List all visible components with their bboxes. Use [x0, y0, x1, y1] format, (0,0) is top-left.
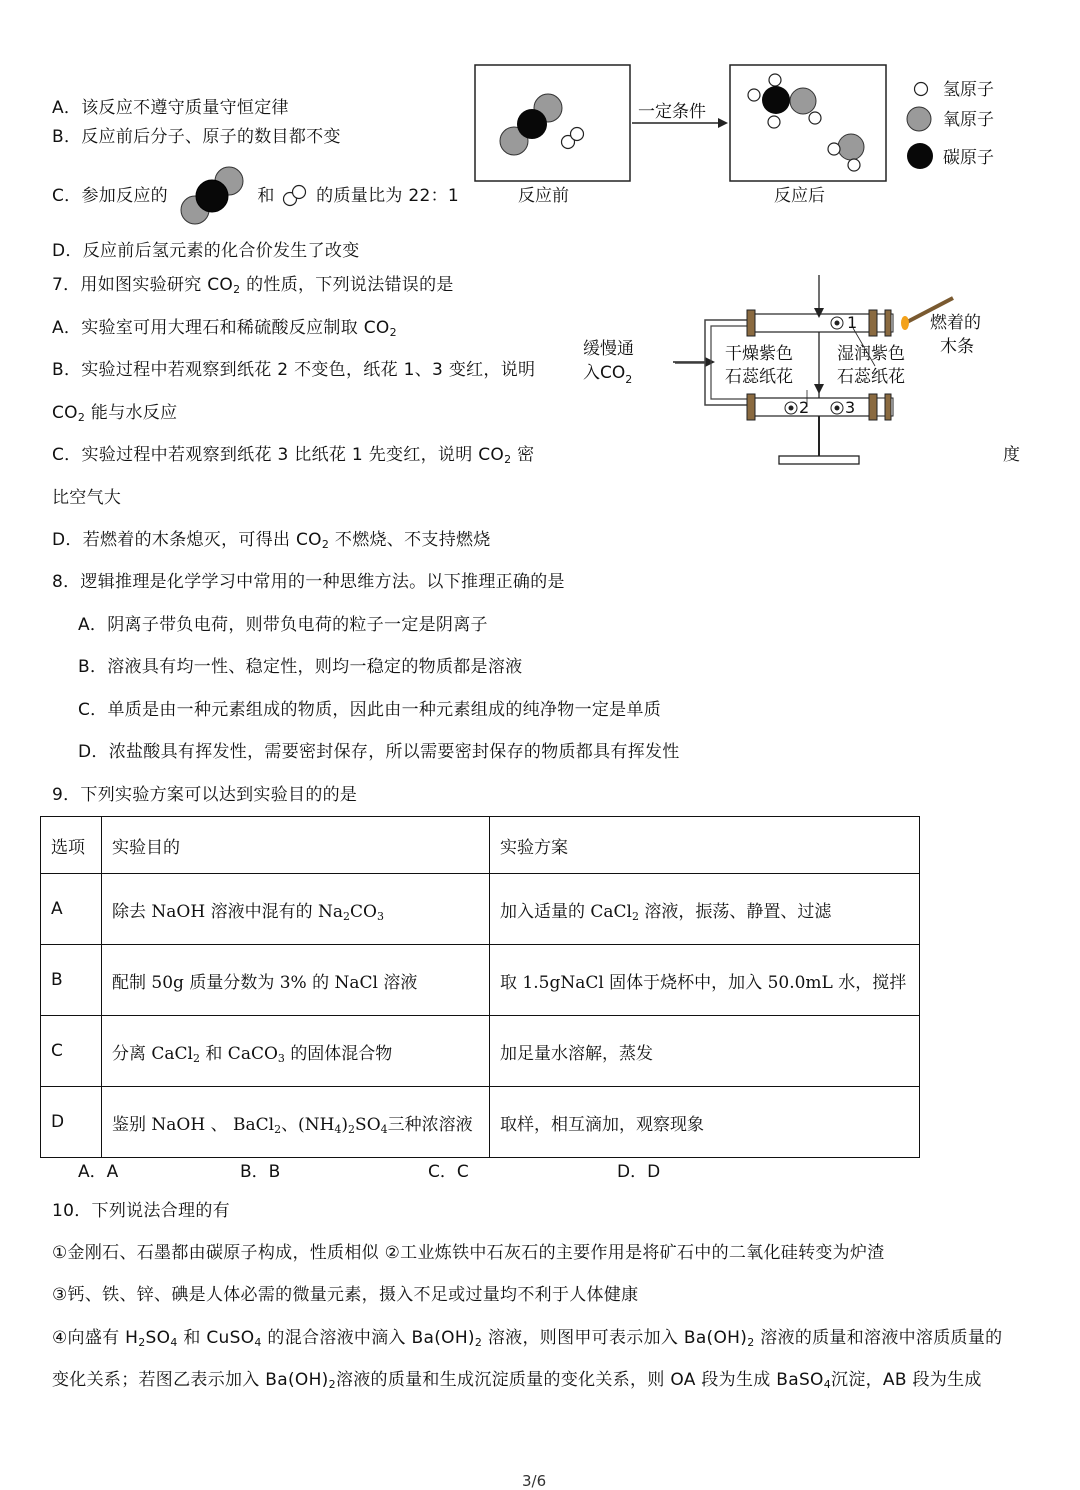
- q10-statement-1-2: ①金刚石、石墨都由碳原子构成，性质相似 ②工业炼铁中石灰石的主要作用是将矿石中的二氧化硅转变为炉渣: [52, 1243, 885, 1263]
- q6-option-b: B．反应前后分子、原子的数目都不变: [52, 127, 341, 147]
- burning-stick-label-2: 木条: [940, 337, 974, 357]
- row-option: D: [41, 1087, 102, 1158]
- q8-option-c: C．单质是由一种元素组成的物质，因此由一种元素组成的纯净物一定是单质: [78, 700, 662, 720]
- header-option: 选项: [41, 817, 102, 874]
- reaction-condition: 一定条件: [638, 102, 706, 122]
- hydrogen-atom-icon: [915, 83, 928, 96]
- q9-stem: 9．下列实验方案可以达到实验目的的是: [52, 785, 358, 805]
- q6-option-c: [52, 184, 459, 208]
- after-label: 反应后: [774, 186, 825, 206]
- legend-hydrogen: 氢原子: [943, 80, 994, 100]
- burning-stick-label-1: 燃着的: [930, 313, 981, 333]
- row-option: B: [41, 945, 102, 1016]
- q9-answer-a: A．A: [78, 1162, 119, 1182]
- dry-flower-label-1: 干燥紫色: [725, 344, 793, 364]
- row-option: A: [41, 874, 102, 945]
- row-plan: 加足量水溶解，蒸发: [490, 1016, 920, 1087]
- oxygen-atom-icon: [907, 107, 931, 131]
- q9-answer-b: B．B: [240, 1162, 281, 1182]
- row-purpose: 分离 CaCl$_2$ 和 CaCO$_3$ 的固体混合物: [102, 1016, 490, 1087]
- page-number: 3/6: [522, 1472, 547, 1490]
- q7-option-b-line2: $CO_2$ 能与水反应: [52, 403, 178, 424]
- row-plan: 加入适量的 CaCl$_2$ 溶液，振荡、静置、过滤: [490, 874, 920, 945]
- flower-1-number: 1: [847, 313, 858, 332]
- q10-statement-3: ③钙、铁、锌、碘是人体必需的微量元素，摄入不足或过量均不利于人体健康: [52, 1285, 639, 1305]
- q6-option-c-prefix: C．参加反应的: [52, 186, 168, 206]
- q7-option-a: A．实验室可用大理石和稀硫酸反应制取 $CO_2$: [52, 318, 397, 339]
- header-plan: 实验方案: [490, 817, 920, 874]
- table-row: [41, 1087, 920, 1158]
- carbon-atom-icon: [907, 143, 933, 169]
- row-option: C: [41, 1016, 102, 1087]
- before-co2-molecule: [500, 94, 562, 155]
- flower-3-number: 3: [845, 398, 856, 417]
- q10-statement-4-line2: 变化关系；若图乙表示加入 $Ba(OH)_2$溶液的质量和生成沉淀质量的变化关系，则 OA 段为生成 BaSO$_4$沉淀，AB 段为生成: [52, 1370, 982, 1391]
- q6-option-a: A．该反应不遵守质量守恒定律: [52, 98, 289, 118]
- table-header-row: [41, 817, 920, 874]
- q7-option-c-tail: 度: [1003, 445, 1021, 465]
- row-purpose: 鉴别 NaOH 、 BaCl$_2$、$(NH_4)_2SO_4$三种浓溶液: [102, 1087, 490, 1158]
- q8-stem: 8．逻辑推理是化学学习中常用的一种思维方法。以下推理正确的是: [52, 572, 565, 592]
- q8-option-a: A．阴离子带负电荷，则带负电荷的粒子一定是阴离子: [78, 615, 488, 635]
- q7-option-c-line2: 比空气大: [52, 488, 122, 508]
- inlet-label-1: 缓慢通: [583, 339, 634, 359]
- q8-option-d: D．浓盐酸具有挥发性，需要密封保存，所以需要密封保存的物质都具有挥发性: [78, 742, 680, 762]
- q8-option-b: B．溶液具有均一性、稳定性，则均一稳定的物质都是溶液: [78, 657, 523, 677]
- q7-stem: 7．用如图实验研究 $CO_2$ 的性质，下列说法错误的是: [52, 275, 454, 296]
- q6-option-c-and: 和: [257, 186, 275, 206]
- before-h2-molecule: [562, 128, 584, 149]
- co2-apparatus-diagram: [575, 270, 995, 470]
- table-row: [41, 874, 920, 945]
- q7-option-b-line1: B．实验过程中若观察到纸花 2 不变色，纸花 1、3 变红，说明: [52, 360, 536, 380]
- row-purpose: 配制 50g 质量分数为 3% 的 NaCl 溶液: [102, 945, 490, 1016]
- flower-2-number: 2: [799, 398, 810, 417]
- legend-oxygen: 氧原子: [943, 110, 994, 130]
- dry-flower-label-2: 石蕊纸花: [725, 367, 793, 387]
- legend: [907, 80, 994, 169]
- h2-molecule-icon: [282, 184, 308, 208]
- q7-option-d: D．若燃着的木条熄灭，可得出 $CO_2$ 不燃烧、不支持燃烧: [52, 530, 491, 551]
- stand-base: [779, 456, 859, 464]
- legend-carbon: 碳原子: [943, 148, 994, 168]
- after-ch3oh-molecule: [748, 74, 821, 128]
- q9-answer-d: D．D: [617, 1162, 661, 1182]
- q6-option-d: D．反应前后氢元素的化合价发生了改变: [52, 241, 360, 261]
- co2-molecule-icon: [176, 165, 248, 227]
- table-row: [41, 1016, 920, 1087]
- inlet-label-2: 入$CO_2$: [583, 363, 633, 386]
- q10-statement-4-line1: ④向盛有 $H_2SO_4$ 和 CuSO$_4$ 的混合溶液中滴入 $Ba(OH)_2$ 溶液，则图甲可表示加入 $Ba(OH)_2$ 溶液的质量和溶液中溶质质量的: [52, 1328, 1003, 1349]
- wet-flower-label-1: 湿润紫色: [837, 344, 905, 364]
- after-box: [730, 65, 886, 181]
- q9-table: [40, 816, 920, 1158]
- before-box: [475, 65, 630, 181]
- reaction-diagram: [470, 60, 1040, 210]
- row-purpose: 除去 NaOH 溶液中混有的 $Na_2CO_3$: [102, 874, 490, 945]
- before-label: 反应前: [518, 186, 569, 206]
- q9-answer-c: C．C: [428, 1162, 469, 1182]
- q10-stem: 10．下列说法合理的有: [52, 1201, 230, 1221]
- wet-flower-label-2: 石蕊纸花: [837, 367, 905, 387]
- q7-option-c-line1: C．实验过程中若观察到纸花 3 比纸花 1 先变红，说明 $CO_2$ 密: [52, 445, 535, 466]
- header-purpose: 实验目的: [102, 817, 490, 874]
- q6-option-c-suffix: 的质量比为 22：1: [316, 186, 460, 206]
- table-row: [41, 945, 920, 1016]
- after-h2o-molecule: [828, 134, 864, 171]
- row-plan: 取样，相互滴加，观察现象: [490, 1087, 920, 1158]
- row-plan: 取 1.5gNaCl 固体于烧杯中，加入 50.0mL 水，搅拌: [490, 945, 920, 1016]
